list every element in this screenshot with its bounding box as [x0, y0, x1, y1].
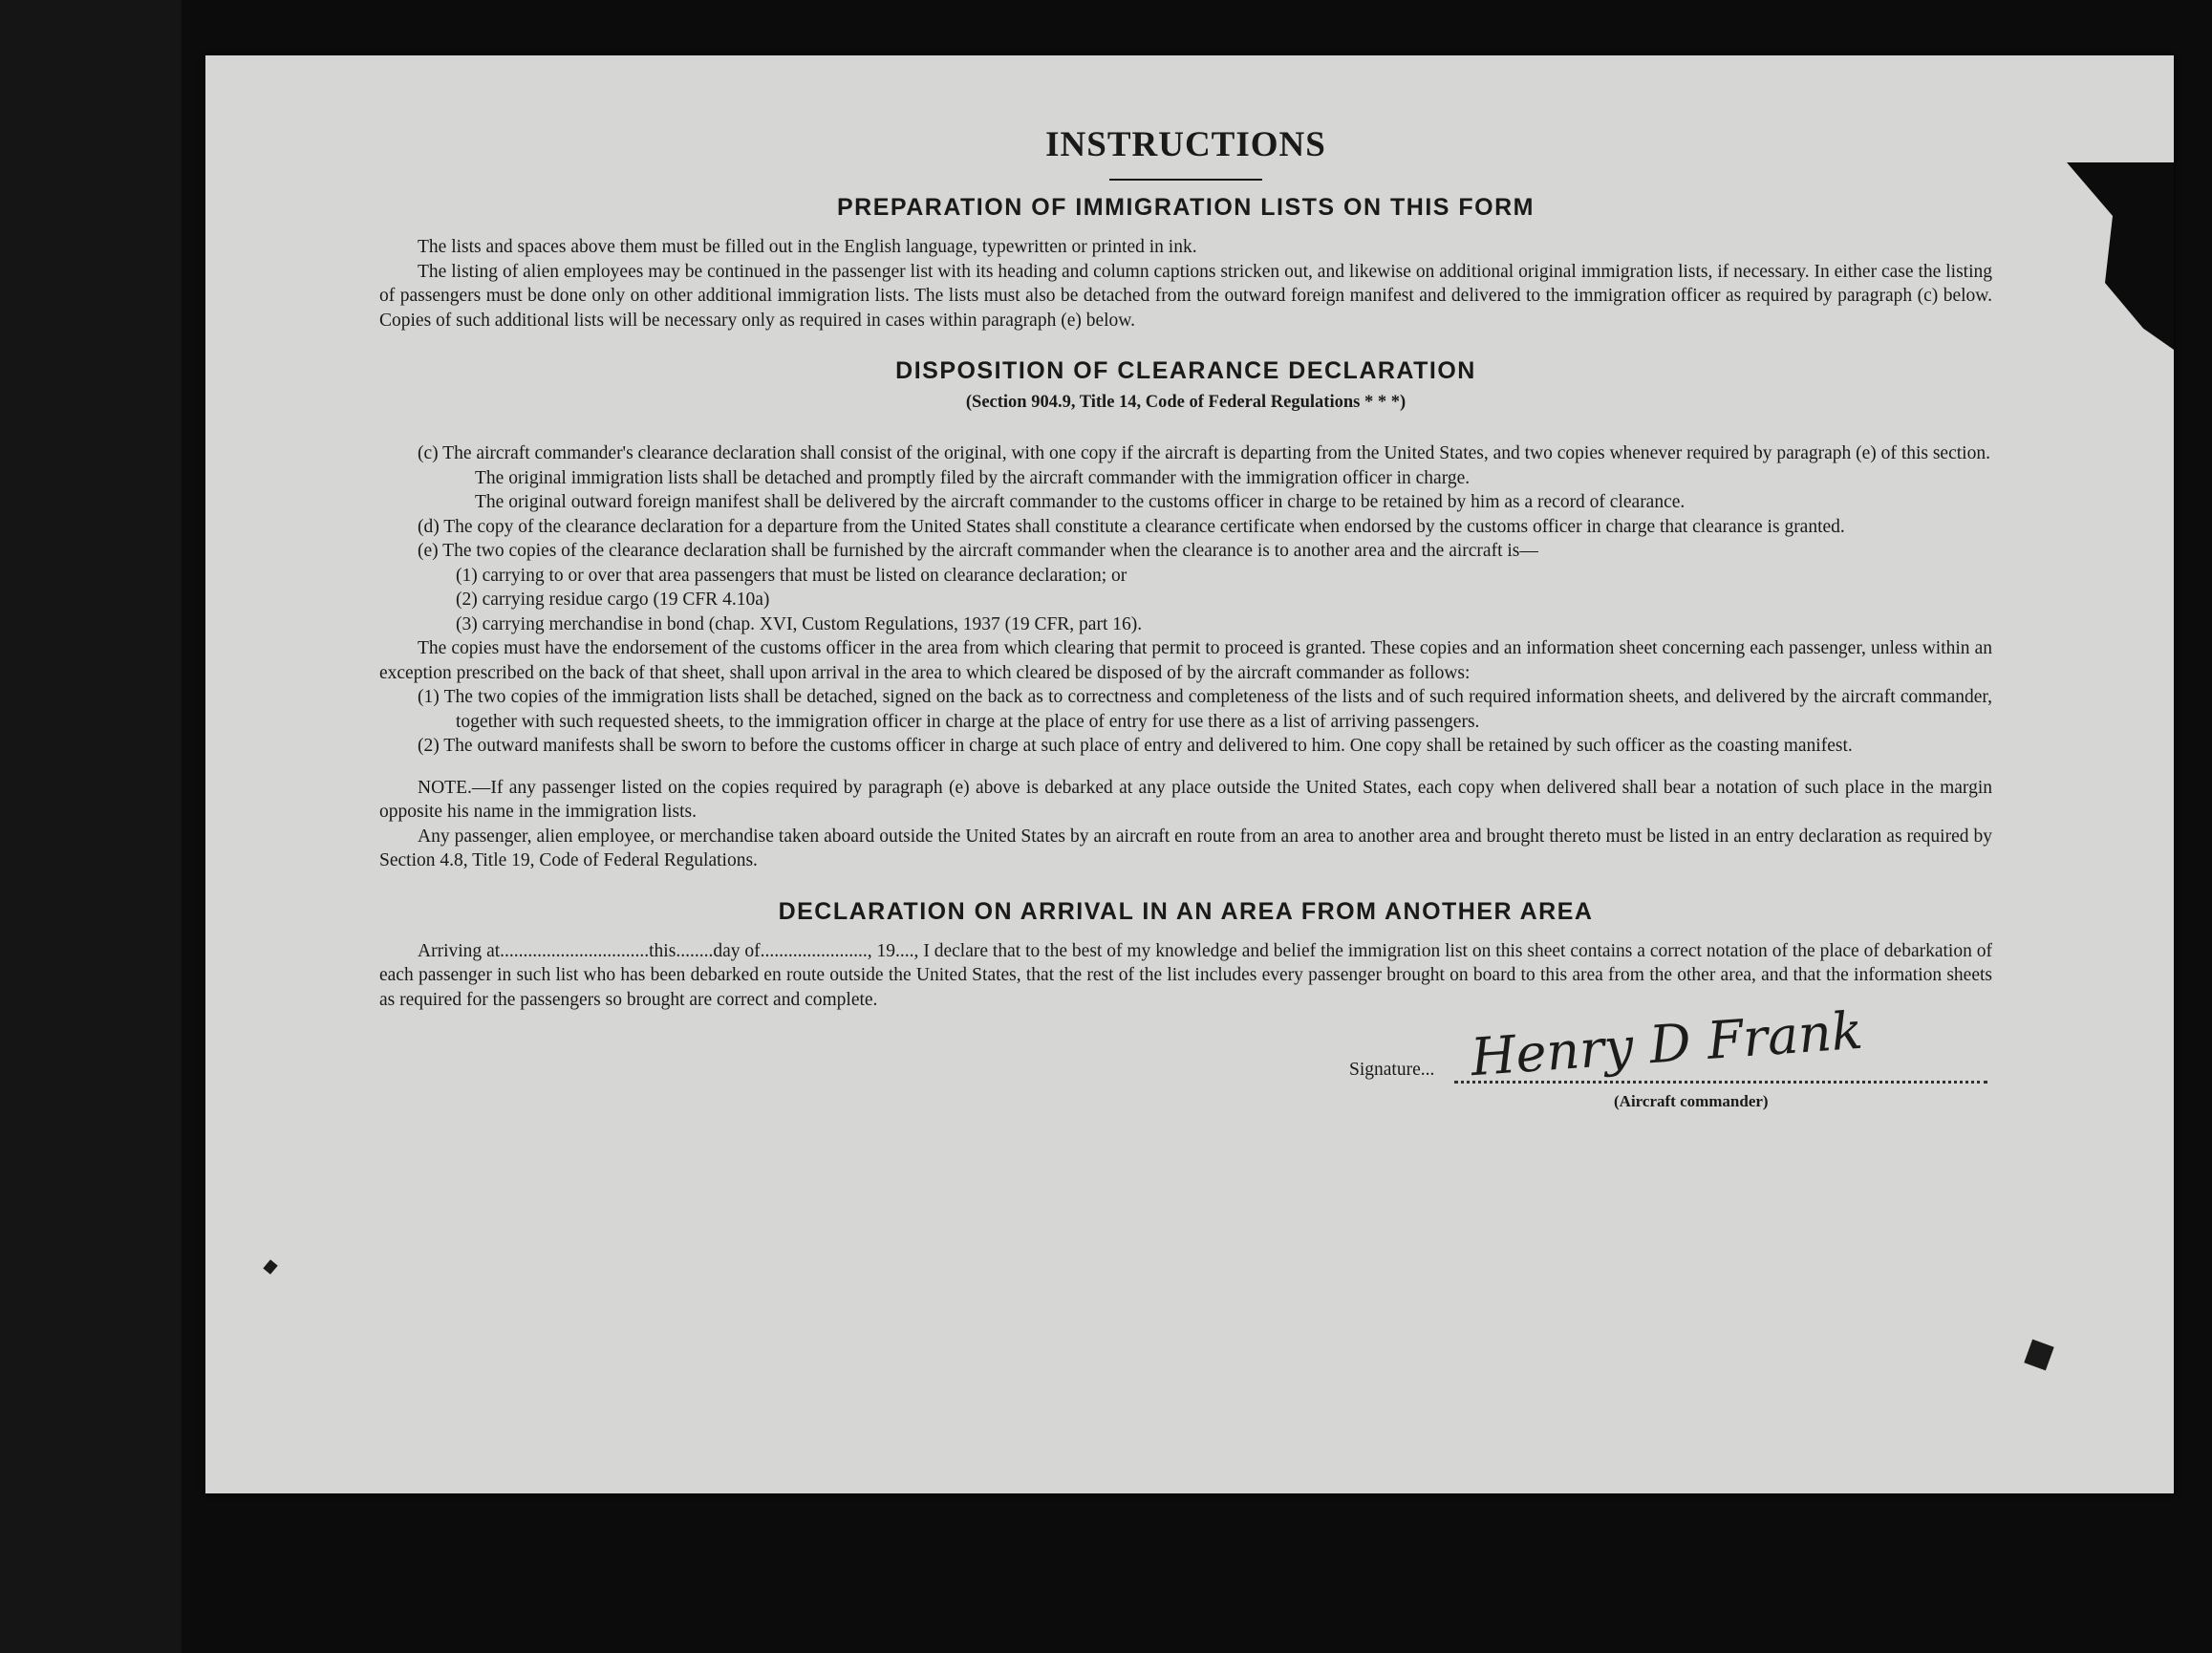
paragraph: The original outward foreign manifest shall be delivered by the aircraft commander to the customs officer in charge to be retained by him as a record of clearance. [475, 492, 1686, 512]
list-item: (1) The two copies of the immigration lists shall be detached, signed on the back as to correctness and completeness of the lists and of such required information sheets, and delivered by the aircraft commander, together with such requested sheets, to the immigration officer in charge at the place of entry for use there as a list of arriving passengers. [418, 687, 1992, 732]
paragraph: (c) The aircraft commander's clearance declaration shall consist of the original, with one copy if the aircraft is departing from the United States, and two copies whenever required by paragraph (e) of this section. [418, 443, 1990, 463]
section-heading-preparation: PREPARATION OF IMMIGRATION LISTS ON THIS FORM [837, 194, 1535, 221]
note-paragraph: NOTE.—If any passenger listed on the copies required by paragraph (e) above is debarked at any place outside the United States, each copy when delivered shall bear a notation of such place in the margin opposite his name in the immigration lists. [379, 777, 1992, 822]
list-item: (3) carrying merchandise in bond (chap. XVI, Custom Regulations, 1937 (19 CFR, part 16). [456, 613, 1143, 634]
document-content [379, 124, 1992, 1109]
declaration-paragraph: Arriving at................................this........day of......................., 19...., I declare that to the best of my knowledge and belief the immigration list on this sheet contains a correct notation of the place of debarkation of each passenger in such list who has been debarked en route outside the United States, that the rest of the list includes every passenger brought on board to this area from the other area, and that the information sheets as required for the passengers so brought are correct and complete. [379, 940, 1992, 1010]
paragraph: (d) The copy of the clearance declaration for a departure from the United States shall constitute a clearance certificate when endorsed by the customs officer in charge that clearance is granted. [418, 516, 1845, 537]
paragraph: The copies must have the endorsement of the customs officer in the area from which clearing that permit to proceed is granted. These copies and an information sheet concerning each passenger, unless within an exception prescribed on the back of that sheet, shall upon arrival in the area to which cleared be disposed of by the aircraft commander as follows: [379, 638, 1992, 683]
section-heading-arrival: DECLARATION ON ARRIVAL IN AN AREA FROM ANOTHER AREA [778, 897, 1594, 925]
list-item: (2) The outward manifests shall be sworn to before the customs officer in charge at such place of entry and delivered to him. One copy shall be retained by such officer as the coasting manifest. [418, 736, 1853, 756]
paragraph: The original immigration lists shall be detached and promptly filed by the aircraft commander with the immigration officer in charge. [475, 467, 1471, 488]
list-item: (2) carrying residue cargo (19 CFR 4.10a) [456, 590, 770, 610]
paragraph: Any passenger, alien employee, or merchandise taken aboard outside the United States by an aircraft en route from an area to another area and brought thereto must be listed in an entry declaration as required by Section 4.8, Title 19, Code of Federal Regulations. [379, 826, 1992, 870]
paragraph: The listing of alien employees may be continued in the passenger list with its heading and column captions stricken out, and likewise on additional original immigration lists, if necessary. In either case the listing of passengers must be done only on other additional immigration lists. The lists must also be detached from the outward foreign manifest and delivered to the immigration officer as required by paragraph (c) below. Copies of such additional lists will be necessary only as required in cases within paragraph (e) below. [379, 261, 1992, 331]
handwritten-signature: Henry D Frank [1469, 999, 1865, 1088]
paragraph: (e) The two copies of the clearance declaration shall be furnished by the aircraft commander when the clearance is to another area and the aircraft is— [418, 541, 1538, 561]
list-item: (1) carrying to or over that area passengers that must be listed on clearance declaration; or [456, 565, 1127, 586]
title-divider [1109, 179, 1262, 181]
paragraph: The lists and spaces above them must be filled out in the English language, typewritten or printed in ink. [418, 237, 1197, 257]
section-heading-disposition: DISPOSITION OF CLEARANCE DECLARATION [895, 357, 1476, 384]
section-citation: (Section 904.9, Title 14, Code of Federal Regulations * * *) [965, 393, 1407, 412]
signature-caption: (Aircraft commander) [1614, 1092, 1769, 1110]
scan-background [0, 0, 182, 1653]
signature-label: Signature... [1349, 1060, 1435, 1080]
signature-block [379, 999, 1992, 1110]
page-title: INSTRUCTIONS [1045, 125, 1326, 164]
